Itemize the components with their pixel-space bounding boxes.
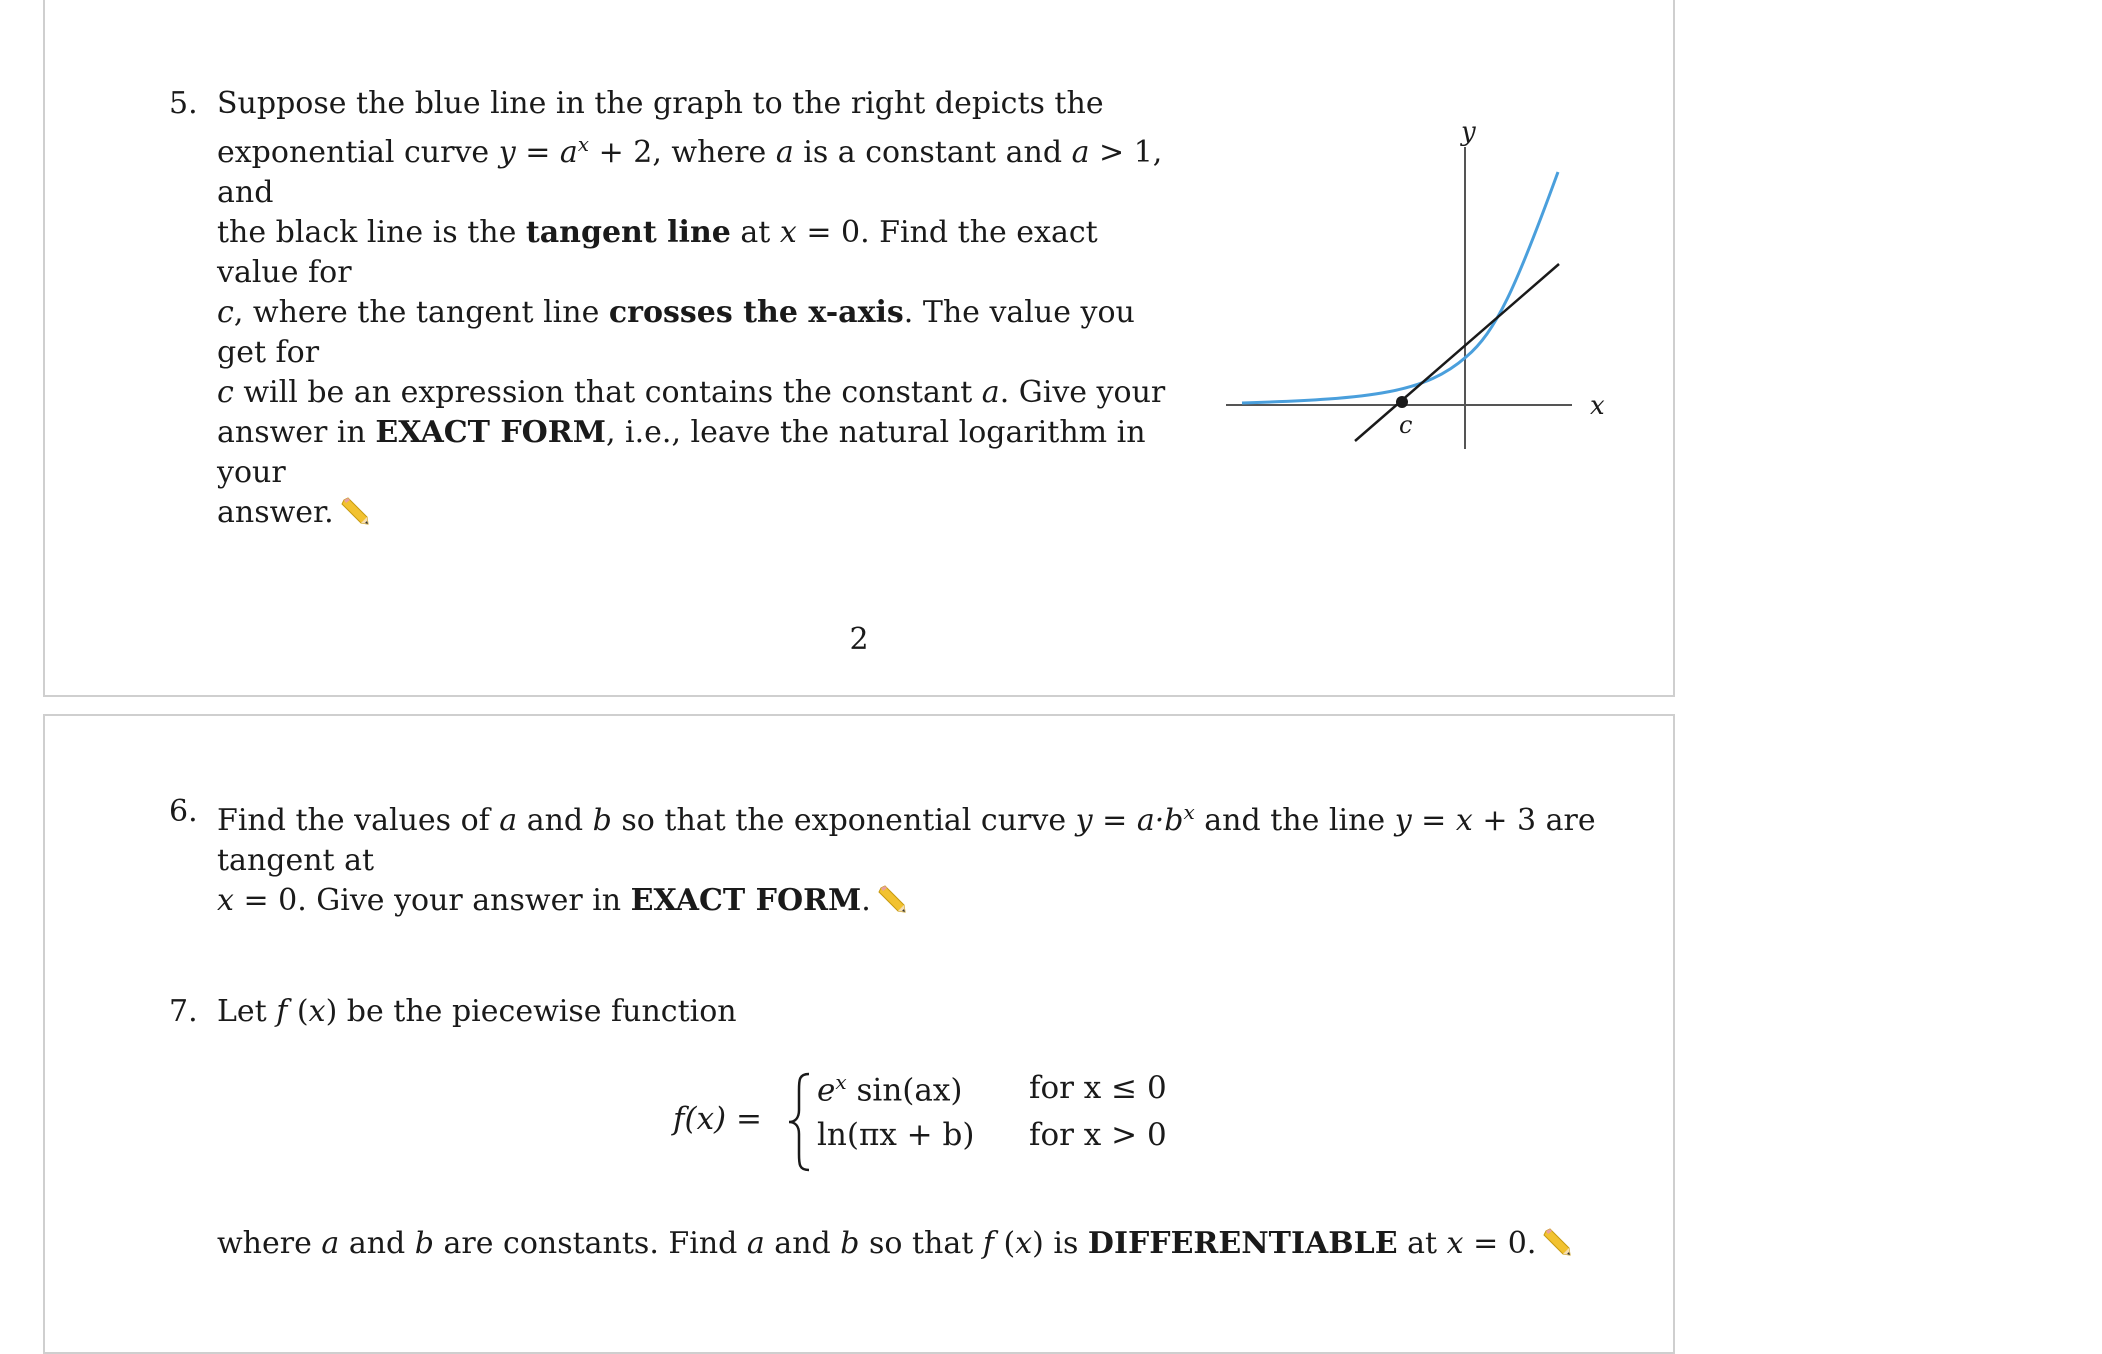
case-2-expression: ln(πx + b) — [817, 1117, 975, 1153]
case-1-expression: $e^x$ sin(ax) — [817, 1070, 963, 1109]
problem-7 — [169, 992, 1669, 1042]
tangent-line — [1355, 264, 1559, 441]
problem-number: 5. — [169, 86, 198, 121]
case-1-condition: for x ≤ 0 — [1029, 1070, 1167, 1106]
page-2 — [43, 0, 1675, 697]
pencil-icon[interactable] — [340, 496, 370, 526]
problem-5-line-5: c will be an expression that contains the constant a. Give your — [217, 375, 1166, 410]
problem-6-line-1: Find the values of a and b so that the exponential curve $y = a\cdot b^x$ and the line y = x + 3 are tangent at — [217, 800, 1596, 878]
page-number: 2 — [849, 622, 869, 657]
page-3 — [43, 714, 1675, 1354]
pencil-icon[interactable] — [877, 884, 907, 914]
pencil-icon[interactable] — [1542, 1227, 1572, 1257]
problem-5-line-4: c, where the tangent line crosses the x-axis. The value you get for — [217, 295, 1135, 370]
piecewise-function — [673, 1068, 1233, 1178]
problem-5-line-1: Suppose the blue line in the graph to the right depicts the — [217, 86, 1104, 121]
problem-6-line-2: x = 0. Give your answer in EXACT FORM. — [217, 881, 1669, 921]
problem-5-text — [217, 84, 1169, 533]
function-lhs: f(x) = — [673, 1101, 762, 1137]
x-axis-label: x — [1590, 391, 1605, 421]
case-2-condition: for x > 0 — [1029, 1117, 1167, 1153]
problem-6 — [169, 792, 1669, 918]
problem-6-text — [217, 792, 1669, 921]
problem-5-line-3: the black line is the tangent line at x = 0. Find the exact value for — [217, 215, 1098, 290]
problem-5-line-2: exponential curve $y = a^x + 2$, where a is a constant and a > 1, and — [217, 132, 1163, 210]
problem-number: 7. — [169, 994, 198, 1029]
c-label: c — [1399, 411, 1413, 439]
problem-5-line-7: answer. — [217, 493, 1169, 533]
problem-5 — [169, 84, 1169, 530]
problem-number: 6. — [169, 794, 198, 829]
problem-7-question: where a and b are constants. Find a and b so that f (x) is DIFFERENTIABLE at x = 0. — [217, 1224, 1677, 1274]
problem-5-line-6: answer in EXACT FORM, i.e., leave the natural logarithm in your — [217, 415, 1146, 490]
y-axis-label: y — [1461, 117, 1476, 147]
problem-5-graph — [1176, 107, 1616, 457]
point-c — [1396, 396, 1408, 408]
problem-7-intro: Let f (x) be the piecewise function — [217, 994, 737, 1029]
exponential-curve — [1242, 172, 1558, 403]
left-brace — [785, 1070, 815, 1174]
